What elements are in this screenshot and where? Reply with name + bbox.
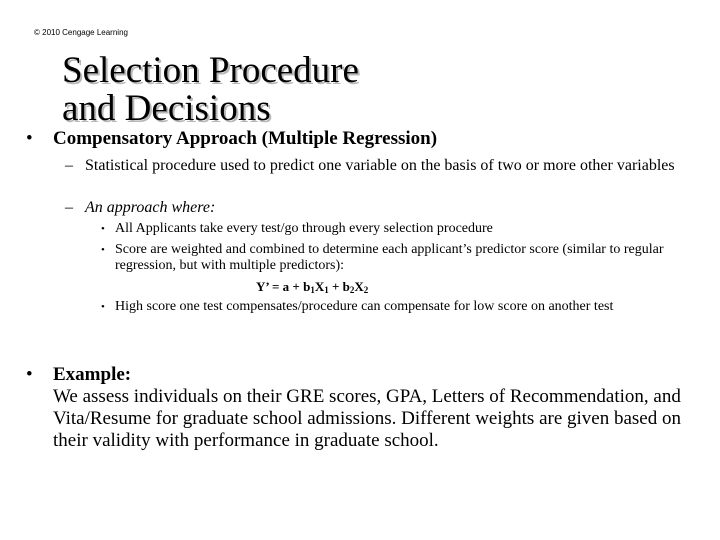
formula-lhs: Y’ = a + b [256, 279, 311, 294]
formula-x1: X [314, 279, 325, 294]
compensatory-label: Compensatory Approach [53, 128, 257, 149]
example-body: We assess individuals on their GRE scores, GPA, Letters of Recommendation, and Vita/Resume for graduate school admissions. Different weights are given based on their validity with performance in graduate school. [53, 386, 681, 451]
formula-sub-2: 1 [324, 285, 329, 295]
sub-point-statistical: Statistical procedure used to predict one variable on the basis of two or more other variables [85, 157, 675, 174]
title-line-2: and Decisions [62, 88, 271, 129]
bullet-icon: • [26, 364, 33, 385]
sub-point-approach: An approach where: [85, 199, 216, 216]
formula-plus: + b [328, 279, 350, 294]
formula-x2: X [354, 279, 364, 294]
title-line-1: Selection Procedure [62, 50, 359, 91]
bullet-icon: • [26, 128, 33, 149]
example-label: Example: [53, 364, 132, 385]
formula-sub-4: 2 [363, 285, 369, 295]
compensatory-heading [53, 128, 437, 150]
compensatory-suffix: (Multiple Regression) [256, 128, 438, 149]
dash-icon: – [65, 157, 73, 174]
bullet-icon: • [101, 244, 105, 256]
dash-icon: – [65, 199, 73, 216]
copyright-notice: © 2010 Cengage Learning [34, 28, 128, 37]
point-all-applicants: All Applicants take every test/go through every selection procedure [115, 221, 493, 236]
example-block [53, 364, 703, 452]
slide-title [62, 52, 662, 128]
formula-sub-3: 2 [349, 285, 355, 295]
bullet-icon: • [101, 301, 105, 313]
formula-sub-1: 1 [310, 285, 315, 295]
point-score-weighted: Score are weighted and combined to determine each applicant’s predictor score (similar to regular regression, but with multiple predictors): [115, 242, 664, 273]
point-high-score: High score one test compensates/procedure can compensate for low score on another test [115, 299, 614, 314]
bullet-icon: • [101, 223, 105, 235]
regression-formula [256, 279, 368, 298]
